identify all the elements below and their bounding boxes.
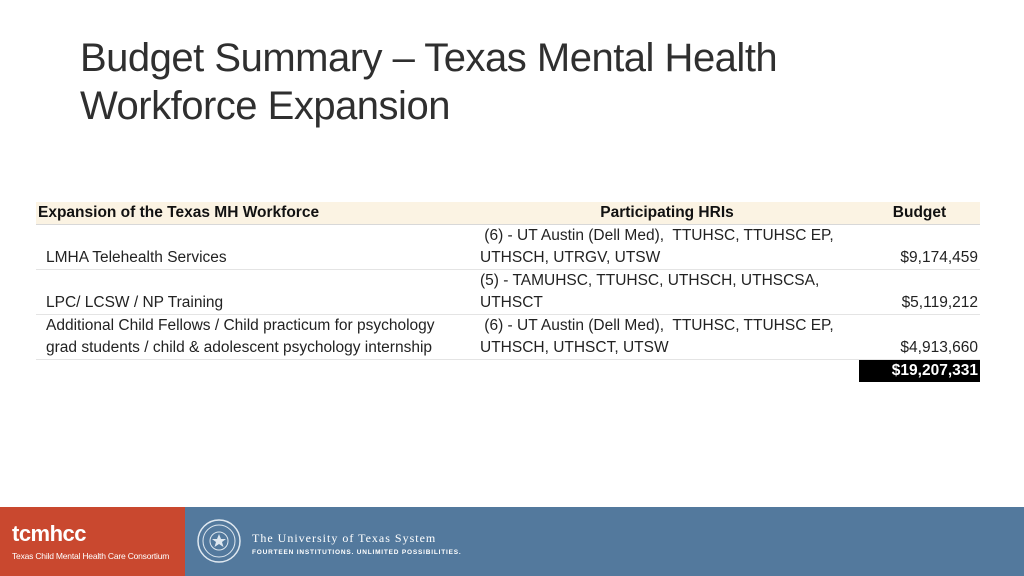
total-spacer (36, 360, 475, 383)
hris-cell (475, 315, 859, 360)
program-cell (36, 225, 475, 270)
header-budget: Budget (859, 202, 980, 225)
slide-title-line-2: Workforce Expansion (80, 84, 450, 128)
header-program: Expansion of the Texas MH Workforce (36, 202, 475, 225)
tcmhcc-logo: tcmhcc (12, 521, 87, 546)
program-cell (36, 270, 475, 315)
program-line: Additional Child Fellows / Child practicum for psychology (46, 317, 435, 334)
total-budget: $19,207,331 (859, 360, 980, 383)
hris-line: (6) - UT Austin (Dell Med), TTUHSC, TTUHSC EP, (480, 227, 834, 244)
table-row (36, 270, 980, 315)
header-hris: Participating HRIs (475, 202, 859, 225)
ut-seal-icon (196, 518, 242, 564)
budget-table (36, 202, 980, 382)
program-line: grad students / child & adolescent psychology internship (46, 339, 433, 356)
table-row (36, 225, 980, 270)
ut-system-name: The University of Texas System (252, 531, 437, 545)
table-row (36, 315, 980, 360)
hris-line: UTHSCH, UTHSCT, UTSW (480, 339, 669, 356)
tcmhcc-logo-subtitle: Texas Child Mental Health Care Consortium (12, 551, 170, 561)
slide-title-line-1: Budget Summary – Texas Mental Health (80, 36, 778, 80)
table-header-row (36, 202, 980, 225)
budget-cell: $5,119,212 (859, 270, 980, 315)
budget-cell: $9,174,459 (859, 225, 980, 270)
footer-banner (0, 507, 1024, 576)
total-row (36, 360, 980, 383)
program-line (46, 225, 475, 247)
hris-line: UTHSCT (480, 294, 543, 311)
hris-line: UTHSCH, UTRGV, UTSW (480, 249, 661, 266)
program-line (46, 270, 475, 292)
hris-cell (475, 270, 859, 315)
total-spacer (475, 360, 859, 383)
slide-title (80, 34, 980, 130)
budget-cell: $4,913,660 (859, 315, 980, 360)
hris-line: (5) - TAMUHSC, TTUHSC, UTHSCH, UTHSCSA, (480, 272, 820, 289)
program-line: LPC/ LCSW / NP Training (46, 294, 224, 311)
program-cell (36, 315, 475, 360)
hris-cell (475, 225, 859, 270)
ut-system-tagline: FOURTEEN INSTITUTIONS. UNLIMITED POSSIBILITIES. (252, 549, 462, 556)
tcmhcc-logo-panel (0, 507, 185, 576)
program-line: LMHA Telehealth Services (46, 249, 227, 266)
hris-line: (6) - UT Austin (Dell Med), TTUHSC, TTUHSC EP, (480, 317, 834, 334)
